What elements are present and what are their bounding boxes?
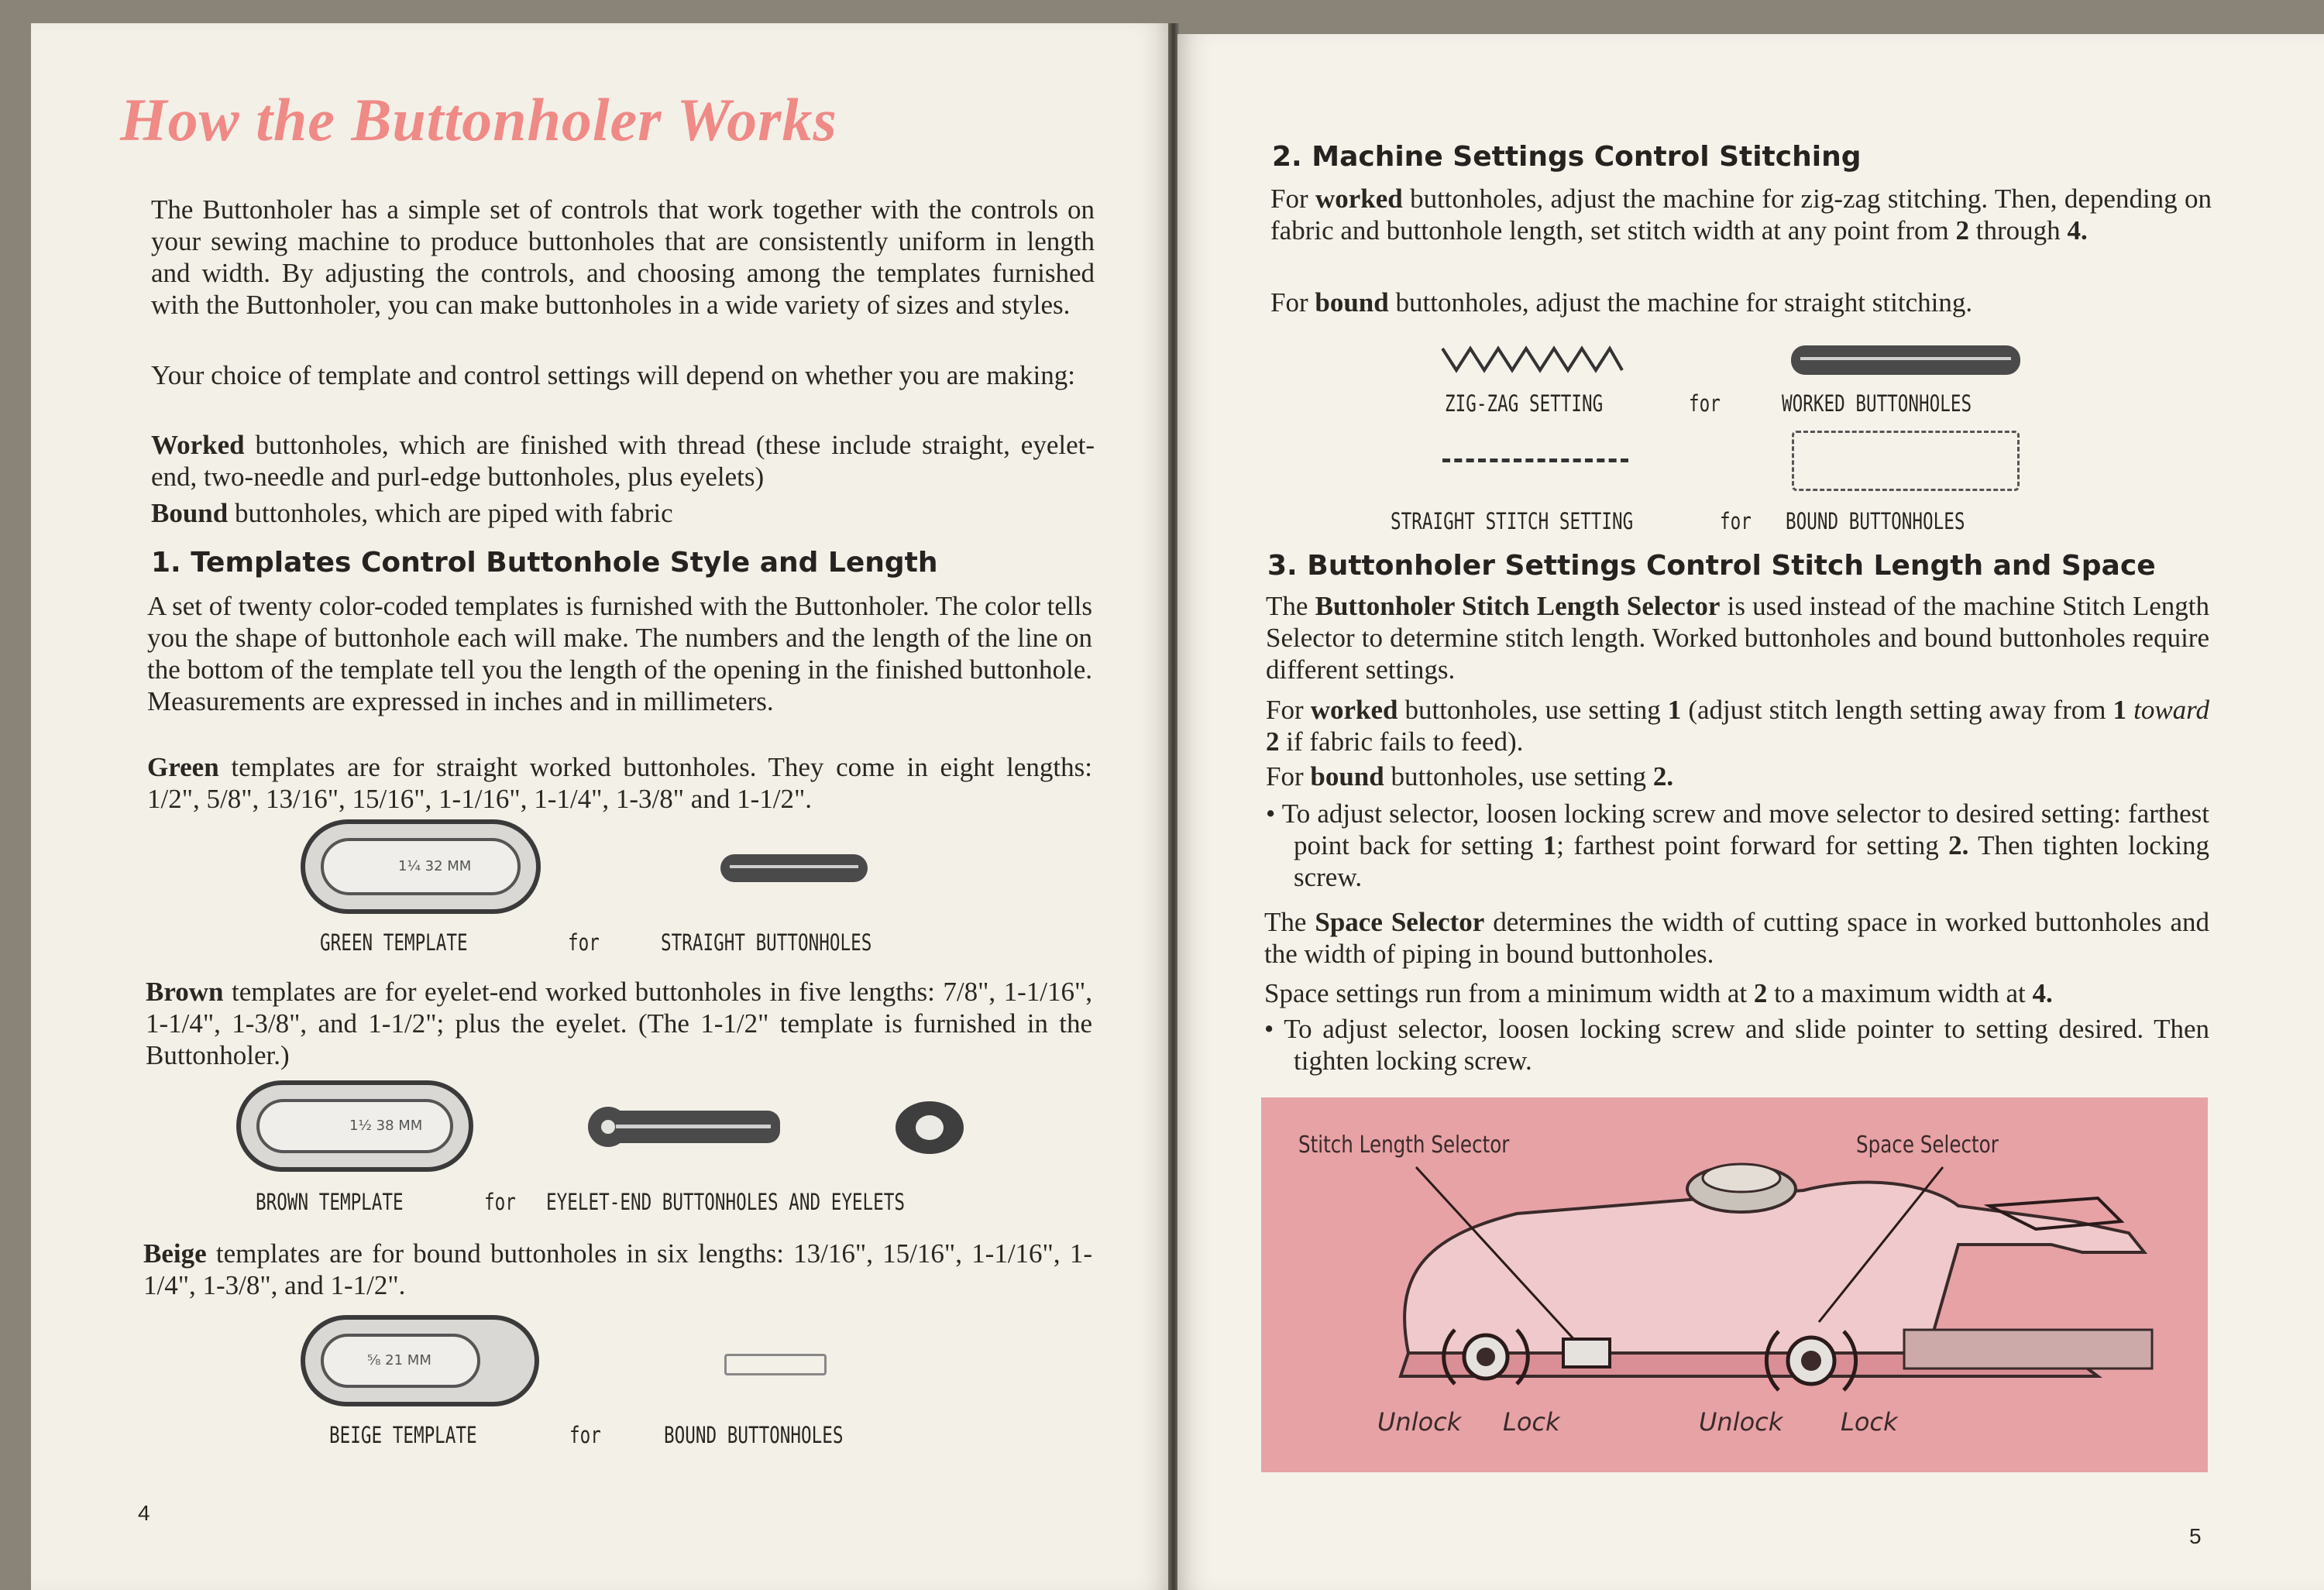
eyelet-image <box>892 1098 967 1157</box>
templates-paragraph: A set of twenty color-coded templates is furnished with the Buttonholer. The color tells you the shape of buttonhole each will make. The numbers and the length of the line on the bottom of the template tell you the length of the opening in the finished buttonhole. Measurements are expressed in inches and in millimeters. <box>147 591 1092 716</box>
bound2-setting: 2. <box>1652 761 1674 792</box>
page-title: How the Buttonholer Works <box>120 86 837 153</box>
worked2-to: 2 <box>1266 726 1280 757</box>
page-number-right: 5 <box>2189 1524 2202 1548</box>
green-template-image <box>301 819 541 914</box>
space-runs-b: to a maximum width at <box>1767 978 2033 1008</box>
bullet-space-selector: • To adjust selector, loosen locking screw and slide pointer to setting desired. Then tighten locking screw. <box>1264 1014 2209 1076</box>
unlock-label-1: Unlock <box>1377 1407 1462 1437</box>
worked2-text2: (adjust stitch length setting away from <box>1681 695 2113 725</box>
width-min: 2 <box>1955 215 1970 246</box>
worked-definition <box>151 429 1095 493</box>
space-max: 4. <box>2032 978 2053 1008</box>
bound-machine-paragraph <box>1270 287 2212 318</box>
brown-term: Brown <box>146 977 224 1007</box>
straight-for: for <box>1720 508 1752 534</box>
stitch-selector-term: Buttonholer Stitch Length Selector <box>1315 591 1721 621</box>
zigzag-result: WORKED BUTTONHOLES <box>1782 390 1972 417</box>
stitch-selector-text: is used instead of the machine Stitch Length Selector to determine stitch length. Worked buttonholes and bound buttonholes require different settings. <box>1266 591 2209 685</box>
bound2-term: bound <box>1310 761 1384 792</box>
green-result: STRAIGHT BUTTONHOLES <box>661 929 872 956</box>
brown-caption: BROWN TEMPLATE <box>256 1189 404 1215</box>
bound-pre: For <box>1270 287 1315 318</box>
bound-text: buttonholes, which are piped with fabric <box>228 498 673 528</box>
bound-term: bound <box>1315 287 1389 318</box>
straight-stitch-icon <box>1442 458 1628 462</box>
lock-label-1: Lock <box>1503 1407 1560 1437</box>
worked2-end: if fabric fails to feed). <box>1279 726 1524 757</box>
bullet1-a: • To adjust selector, loosen locking screw and move selector to desired setting: farthest point back for setting <box>1266 798 2209 860</box>
worked-text: buttonholes, which are finished with thread (these include straight, eyelet-end, two-needle and purl-edge buttonholes, plus eyelets) <box>151 430 1095 492</box>
bound-buttonhole-image <box>1792 431 2020 491</box>
buttonholer-diagram <box>1261 1097 2208 1472</box>
bound-term: Bound <box>151 498 229 528</box>
worked-text: buttonholes, adjust the machine for zig-zag stitching. Then, depending on fabric and buttonhole length, set stitch width at any point from <box>1270 184 2212 246</box>
brown-text: templates are for eyelet-end worked buttonholes in five lengths: 7/8", 1-1/16", 1-1/4", 1-3/8", and 1-1/2"; plus the eyelet. (The 1-1/2" template is furnished in the Buttonholer.) <box>146 977 1092 1070</box>
width-through: through <box>1969 215 2068 246</box>
space-selector-paragraph <box>1264 906 2209 970</box>
the-1: The <box>1266 591 1315 621</box>
beige-caption: BEIGE TEMPLATE <box>329 1422 477 1448</box>
worked2-from: 1 <box>2113 695 2127 725</box>
brown-result: EYELET-END BUTTONHOLES AND EYELETS <box>546 1189 906 1215</box>
straight-buttonhole-image <box>720 854 868 882</box>
stitch-length-selector-label: Stitch Length Selector <box>1298 1132 1510 1159</box>
stitch-selector-paragraph <box>1266 590 2209 685</box>
worked2-term: worked <box>1310 695 1398 725</box>
the-2: The <box>1264 907 1315 937</box>
worked-term: Worked <box>151 430 245 460</box>
space-min: 2 <box>1753 978 1768 1008</box>
brown-paragraph <box>146 976 1092 1071</box>
brown-template-label: 1½ 38 MM <box>349 1118 423 1134</box>
bound-definition <box>151 497 1095 529</box>
space-selector-label: Space Selector <box>1856 1132 1999 1159</box>
beige-paragraph <box>143 1238 1092 1301</box>
beige-for: for <box>569 1422 601 1448</box>
bullet1-b: ; farthest point forward for setting <box>1556 830 1949 860</box>
beige-result: BOUND BUTTONHOLES <box>664 1422 844 1448</box>
brown-template-image <box>236 1080 473 1172</box>
worked2-toward: toward <box>2126 695 2210 725</box>
intro-paragraph: The Buttonholer has a simple set of controls that work together with the controls on your sewing machine to produce buttonholes that are consistently uniform in length and width. By adjusting the controls, and choosing among the templates furnished with the Buttonholer, you can make buttonholes in a wide variety of sizes and styles. <box>151 194 1095 320</box>
bound2-pre: For <box>1266 761 1311 792</box>
lock-label-2: Lock <box>1841 1407 1898 1437</box>
heading-buttonholer-settings: 3. Buttonholer Settings Control Stitch Length and Space <box>1267 550 2156 582</box>
space-text: determines the width of cutting space in worked buttonholes and the width of piping in bound buttonholes. <box>1264 907 2209 969</box>
worked-term: worked <box>1315 184 1403 214</box>
bound-text: buttonholes, adjust the machine for straight stitching. <box>1388 287 1973 318</box>
width-max: 4. <box>2067 215 2088 246</box>
bullet1-s2: 2. <box>1948 830 1969 860</box>
green-template-label: 1¼ 32 MM <box>398 858 472 874</box>
beige-text: templates are for bound buttonholes in six lengths: 13/16", 15/16", 1-1/16", 1-1/4", 1-3/8", and 1-1/2". <box>143 1238 1092 1300</box>
beige-term: Beige <box>143 1238 207 1269</box>
beige-template-image <box>301 1315 539 1406</box>
worked-pre: For <box>1270 184 1315 214</box>
bullet-stitch-selector <box>1266 798 2209 893</box>
brown-for: for <box>484 1189 516 1215</box>
bound-setting-paragraph <box>1266 761 2209 792</box>
unlock-label-2: Unlock <box>1699 1407 1783 1437</box>
eyelet-buttonhole-image <box>585 1101 786 1152</box>
green-text: templates are for straight worked buttonholes. They come in eight lengths: 1/2", 5/8", 13/16", 15/16", 1-1/16", 1-1/4", 1-3/8" and 1-1/2". <box>147 752 1092 814</box>
choice-paragraph: Your choice of template and control settings will depend on whether you are making: <box>151 360 1075 390</box>
green-for: for <box>568 929 600 956</box>
green-caption: GREEN TEMPLATE <box>320 929 468 956</box>
bullet1-c: Then tighten locking screw. <box>1294 830 2209 892</box>
bullet1-s1: 1 <box>1542 830 1557 860</box>
worked2-setting: 1 <box>1667 695 1682 725</box>
green-paragraph <box>147 751 1092 815</box>
straight-caption: STRAIGHT STITCH SETTING <box>1391 508 1634 534</box>
space-runs-a: Space settings run from a minimum width at <box>1264 978 1754 1008</box>
green-term: Green <box>147 752 219 782</box>
zigzag-icon <box>1439 341 1625 375</box>
bound2-text: buttonholes, use setting <box>1384 761 1653 792</box>
heading-machine-settings: 2. Machine Settings Control Stitching <box>1272 141 1862 173</box>
page-number-left: 4 <box>138 1501 150 1525</box>
zigzag-caption: ZIG-ZAG SETTING <box>1445 390 1604 417</box>
worked-machine-paragraph <box>1270 183 2212 246</box>
zigzag-for: for <box>1689 390 1721 417</box>
space-range-paragraph <box>1264 977 2209 1009</box>
worked-setting-paragraph <box>1266 694 2209 757</box>
worked2-pre: For <box>1266 695 1311 725</box>
heading-templates: 1. Templates Control Buttonhole Style and Length <box>151 547 938 579</box>
straight-result: BOUND BUTTONHOLES <box>1786 508 1965 534</box>
worked-buttonhole-image <box>1791 345 2020 375</box>
bound-buttonhole-image <box>724 1354 827 1375</box>
worked2-text: buttonholes, use setting <box>1397 695 1668 725</box>
beige-template-label: ⅝ 21 MM <box>367 1352 431 1368</box>
space-term: Space Selector <box>1315 907 1485 937</box>
